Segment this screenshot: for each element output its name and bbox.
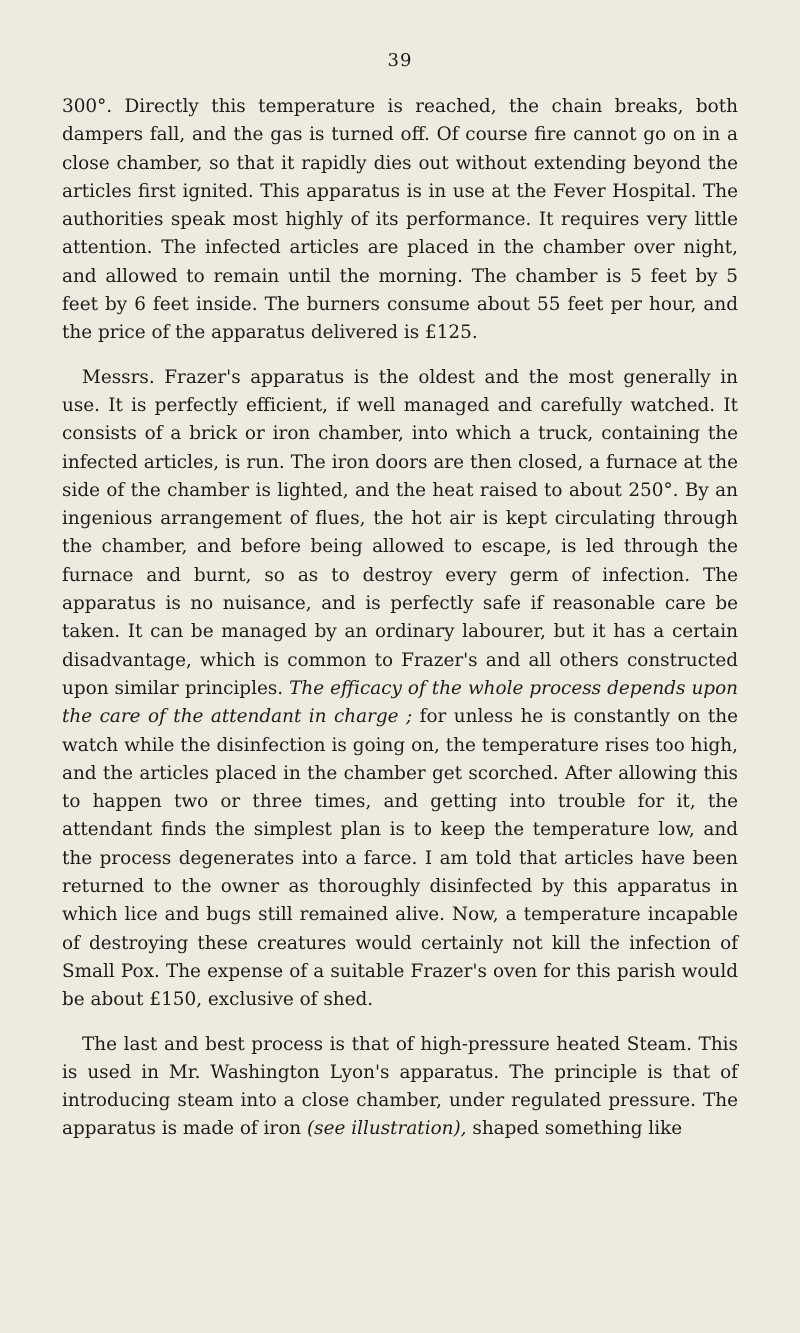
body-text [62, 93, 738, 1144]
paragraph-3-text-a: The last and best process is that of high-pressure heated Steam. This is used in Mr. Washington Lyon's apparatus. The principle is that of introducing steam into a close chamber, under regulated pressure. The apparatus is made of iron [62, 1033, 738, 1140]
paragraph-1: 300°. Directly this temperature is reached, the chain breaks, both dampers fall, and the gas is turned off. Of course fire cannot go on in a close chamber, so that it rapidly dies out without extending beyond the articles first ignited. This apparatus is in use at the Fever Hospital. The authorities speak most highly of its performance. It requires very little attention. The infected articles are placed in the chamber over night, and allowed to remain until the morning. The chamber is 5 feet by 5 feet by 6 feet inside. The burners consume about 55 feet per hour, and the price of the apparatus delivered is £125. [62, 96, 738, 344]
paragraph-2-text-b: for unless he is constantly on the watch while the disinfection is going on, the temperature rises too high, and the articles placed in the chamber get scorched. After allowing this to happen two or three times, and getting into trouble for it, the attendant finds the simplest plan is to keep the temperature low, and the process degenerates into a farce. I am told that articles have been returned to the owner as thoroughly disinfected by this apparatus in which lice and bugs still remained alive. Now, a temperature incapable of destroying these creatures would certainly not kill the infection of Small Pox. The expense of a suitable Frazer's oven for this parish would be about £150, exclusive of shed. [62, 706, 738, 1011]
paragraph-2 [62, 364, 738, 1015]
paragraph-3-text-b: shaped something like [472, 1118, 683, 1140]
page-number: 39 [387, 50, 413, 71]
paragraph-3 [62, 1031, 738, 1144]
paragraph-3-italic: (see illustration), [307, 1118, 467, 1140]
paragraph-2-text-a: Messrs. Frazer's apparatus is the oldest and the most generally in use. It is perfectly efficient, if well managed and carefully watched. It consists of a brick or iron chamber, into which a truck, containing the infected articles, is run. The iron doors are then closed, a furnace at the side of the chamber is lighted, and the heat raised to about 250°. By an ingenious arrangement of flues, the hot air is kept circulating through the chamber, and before being allowed to escape, is led through the furnace and burnt, so as to destroy every germ of infection. The apparatus is no nuisance, and is perfectly safe if reasonable care be taken. It can be managed by an ordinary labourer, but it has a certain disadvantage, which is common to Frazer's and all others constructed upon similar principles. [62, 366, 738, 699]
paragraph-2-italic: The efficacy of the whole process depends upon the care of the attendant in charge ; [62, 677, 738, 728]
